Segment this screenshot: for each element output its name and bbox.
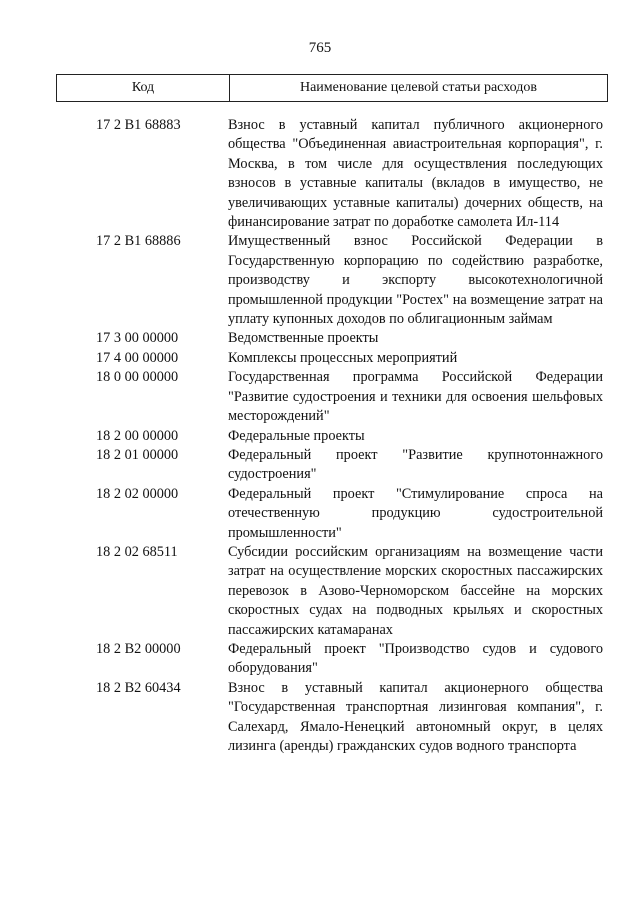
- row-code: 18 2 02 00000: [96, 485, 179, 502]
- table-row: [56, 232, 608, 329]
- table-row: [56, 640, 608, 679]
- column-header-name: Наименование целевой статьи расходов: [299, 80, 538, 95]
- row-code: 18 0 00 00000: [96, 369, 179, 386]
- table-body: [56, 116, 608, 756]
- row-name: Взнос в уставный капитал публичного акционерного общества "Объединенная авиастроительная корпорация", г. Москва, в том числе для осуществления последующих взносов в уставные капиталы (вкладов в имущество, не увеличивающих уставные капиталы) дочерних обществ, на финансирование затрат по доработке самолета Ил-114: [228, 117, 603, 231]
- table-row: [56, 446, 608, 485]
- row-name: Ведомственные проекты: [228, 330, 379, 347]
- column-header-code: Код: [57, 75, 230, 101]
- table-row: [56, 116, 608, 232]
- row-name: Федеральный проект "Производство судов и судового оборудования": [228, 640, 603, 677]
- table-row: [56, 349, 608, 368]
- row-code: 18 2 B2 00000: [96, 640, 181, 657]
- row-name: Имущественный взнос Российской Федерации в Государственную корпорацию по содействию разработке, производству и экспорту высокотехнологичной промышленной продукции "Ростех" на возмещение затрат на уплату купонных доходов по облигационным займам: [228, 233, 603, 328]
- row-name: Государственная программа Российской Федерации "Развитие судостроения и техники для освоения шельфовых месторождений": [228, 369, 603, 425]
- table-row: [56, 427, 608, 446]
- table-row: [56, 543, 608, 640]
- row-name: Взнос в уставный капитал акционерного общества "Государственная транспортная лизинговая компания", г. Салехард, Ямало-Ненецкий автономный округ, в целях лизинга (аренды) гражданских судов водного транспорта: [228, 679, 603, 754]
- row-code: 18 2 02 68511: [96, 543, 178, 560]
- row-code: 18 2 00 00000: [96, 427, 179, 444]
- row-code: 17 3 00 00000: [96, 330, 179, 347]
- table-row: [56, 679, 608, 757]
- row-code: 17 2 B1 68883: [96, 117, 181, 133]
- row-name: Федеральный проект "Развитие крупнотоннажного судостроения": [228, 446, 603, 483]
- row-code: 18 2 01 00000: [96, 446, 179, 463]
- row-code: 18 2 B2 60434: [96, 679, 181, 696]
- table-row: [56, 485, 608, 543]
- row-name: Федеральный проект "Стимулирование спроса на отечественную продукцию судостроительной промышленности": [228, 485, 603, 541]
- row-name: Комплексы процессных мероприятий: [228, 349, 458, 366]
- row-code: 17 2 B1 68886: [96, 233, 181, 250]
- row-name: Федеральные проекты: [228, 427, 365, 444]
- table-row: [56, 329, 608, 348]
- row-code: 17 4 00 00000: [96, 349, 179, 366]
- table-row: [56, 368, 608, 426]
- row-name: Субсидии российским организациям на возмещение части затрат на осуществление морских скоростных пассажирских перевозок в Азово-Черноморском бассейне на морских скоростных судах на подводных крыльях и скоростных пассажирских катамаранах: [228, 543, 603, 638]
- table-header: [56, 74, 608, 102]
- page-number: 765: [308, 40, 332, 56]
